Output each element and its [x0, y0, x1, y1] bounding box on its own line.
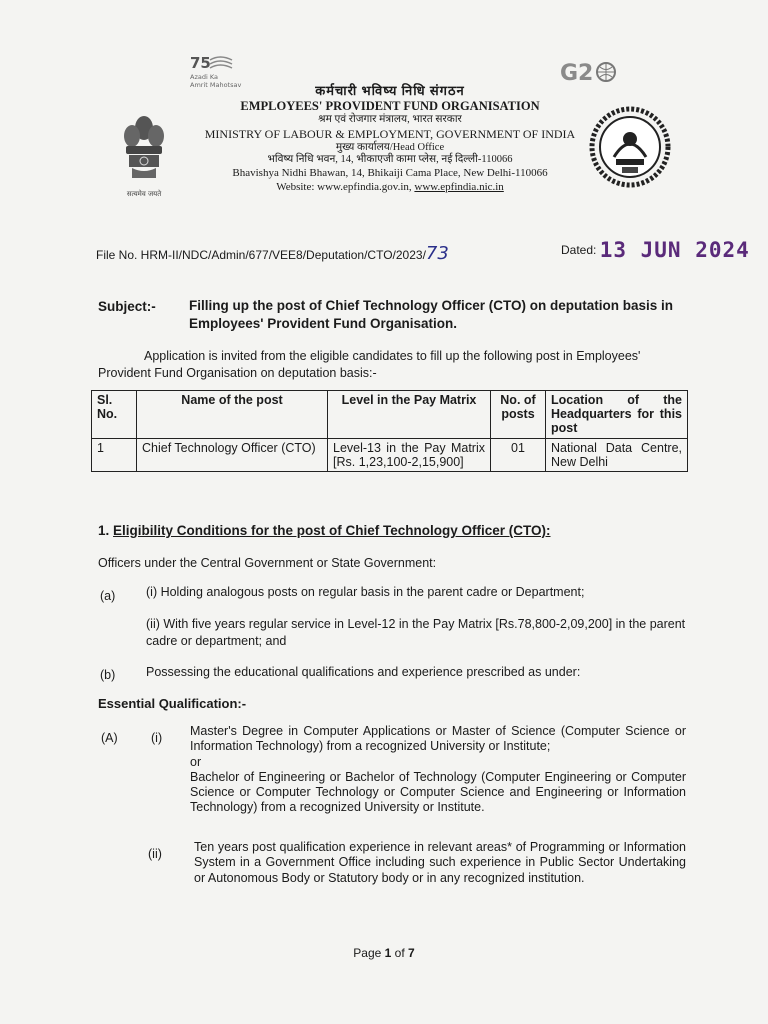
website-link[interactable]: www.epfindia.nic.in [414, 180, 504, 193]
clause-b-text: Possessing the educational qualifications and experience prescribed as under: [146, 665, 581, 679]
page-current: 1 [384, 946, 392, 960]
essential-qualification-heading: Essential Qualification:- [98, 696, 247, 711]
subject-text: Filling up the post of Chief Technology Officer (CTO) on deputation basis in Employees' Provident Fund Organisation. [189, 298, 673, 331]
file-number-text: File No. HRM-II/NDC/Admin/677/VEE8/Deputation/CTO/2023/ [96, 248, 426, 262]
website-label: Website: www.epfindia.gov.in, [276, 180, 412, 193]
table-cell: National Data Centre, New Delhi [546, 439, 688, 472]
svg-text:Amrit Mahotsav: Amrit Mahotsav [190, 81, 242, 89]
page-total: 7 [408, 946, 415, 960]
g20-logo [558, 56, 618, 86]
clause-b-label: (b) [100, 668, 116, 682]
qualification-ii-text: Ten years post qualification experience in relevant areas* of Programming or Information System in a Government Office including such experience in Public Sector Undertaking or Autonomous Body or Statutory body or in any recognized institution. [194, 840, 686, 885]
table-cell: 01 [491, 439, 546, 472]
qualification-i-or: or [190, 754, 202, 769]
table-cell: Chief Technology Officer (CTO) [137, 439, 328, 472]
org-name-english: EMPLOYEES' PROVIDENT FUND ORGANISATION [240, 98, 540, 113]
intro-paragraph: Application is invited from the eligible candidates to fill up the following post in Employees' Provident Fund Organisation on deputation basis:- [98, 349, 641, 380]
ministry-hindi: श्रम एवं रोजगार मंत्रालय, भारत सरकार [318, 114, 462, 126]
section-title: Eligibility Conditions for the post of Chief Technology Officer (CTO): [113, 523, 551, 538]
table-header-cell: Name of the post [137, 391, 328, 439]
svg-text:75: 75 [190, 54, 211, 72]
address-english: Bhavishya Nidhi Bhawan, 14, Bhikaiji Cama Place, New Delhi-110066 [232, 167, 548, 180]
page-footer [0, 946, 768, 960]
file-number [96, 243, 449, 264]
date-stamp: 13 JUN 2024 [599, 238, 750, 262]
subject-label: Subject:- [98, 299, 156, 314]
clause-a-i: (i) Holding analogous posts on regular basis in the parent cadre or Department; [146, 585, 585, 599]
dated-label: Dated: [561, 243, 597, 257]
clause-a-ii: (ii) With five years regular service in Level-12 in the Pay Matrix [Rs.78,800-2,09,200] in the parent cadre or department; and [146, 617, 686, 648]
website-line [200, 181, 580, 194]
section-heading [98, 523, 551, 538]
officers-line: Officers under the Central Government or State Government: [98, 556, 437, 570]
head-office-label: मुख्य कार्यालय/Head Office [335, 141, 445, 153]
table-cell: 1 [92, 439, 137, 472]
table-header-cell: Location of the Headquarters for this post [546, 391, 688, 439]
org-name-hindi: कर्मचारी भविष्य निधि संगठन [315, 83, 465, 98]
national-emblem-icon [120, 108, 168, 204]
svg-text:G2: G2 [560, 61, 594, 86]
table-header-row [92, 391, 688, 439]
qualification-i-text [190, 724, 686, 816]
qualification-A-label: (A) [101, 731, 118, 745]
svg-text:Azadi Ka: Azadi Ka [190, 73, 218, 81]
table-header-cell: Level in the Pay Matrix [328, 391, 491, 439]
section-number: 1. [98, 523, 110, 538]
table-header-cell: No. of posts [491, 391, 546, 439]
table-header-cell: Sl. No. [92, 391, 137, 439]
posts-table [91, 390, 688, 472]
clause-a-label: (a) [100, 589, 116, 603]
page-of: of [394, 946, 405, 960]
qualification-i-option-2: Bachelor of Engineering or Bachelor of Technology (Computer Engineering or Computer Science or Computer Technology or Computer Science and Engineering or Information Technology) from a recognized University or Institute. [190, 769, 686, 815]
qualification-ii-label: (ii) [148, 847, 162, 861]
address-hindi: भविष्य निधि भवन, 14, भीकाएजी कामा प्लेस, नई दिल्ली-110066 [267, 154, 513, 166]
page-label: Page [353, 946, 382, 960]
qualification-i-label: (i) [151, 731, 163, 745]
qualification-i-option-1: Master's Degree in Computer Applications or Master of Science (Computer Science or Information Technology) from a recognized University or Institute; [190, 724, 686, 754]
epfo-logo [588, 105, 672, 189]
file-number-handwritten: 73 [425, 243, 449, 264]
letterhead [200, 83, 580, 194]
table-row [92, 439, 688, 472]
emblem-motto: सत्यमेव जयते [126, 190, 162, 198]
table-cell: Level-13 in the Pay Matrix [Rs. 1,23,100-2,15,900] [328, 439, 491, 472]
date-line [561, 238, 750, 262]
ministry-english: MINISTRY OF LABOUR & EMPLOYMENT, GOVERNMENT OF INDIA [204, 126, 576, 141]
